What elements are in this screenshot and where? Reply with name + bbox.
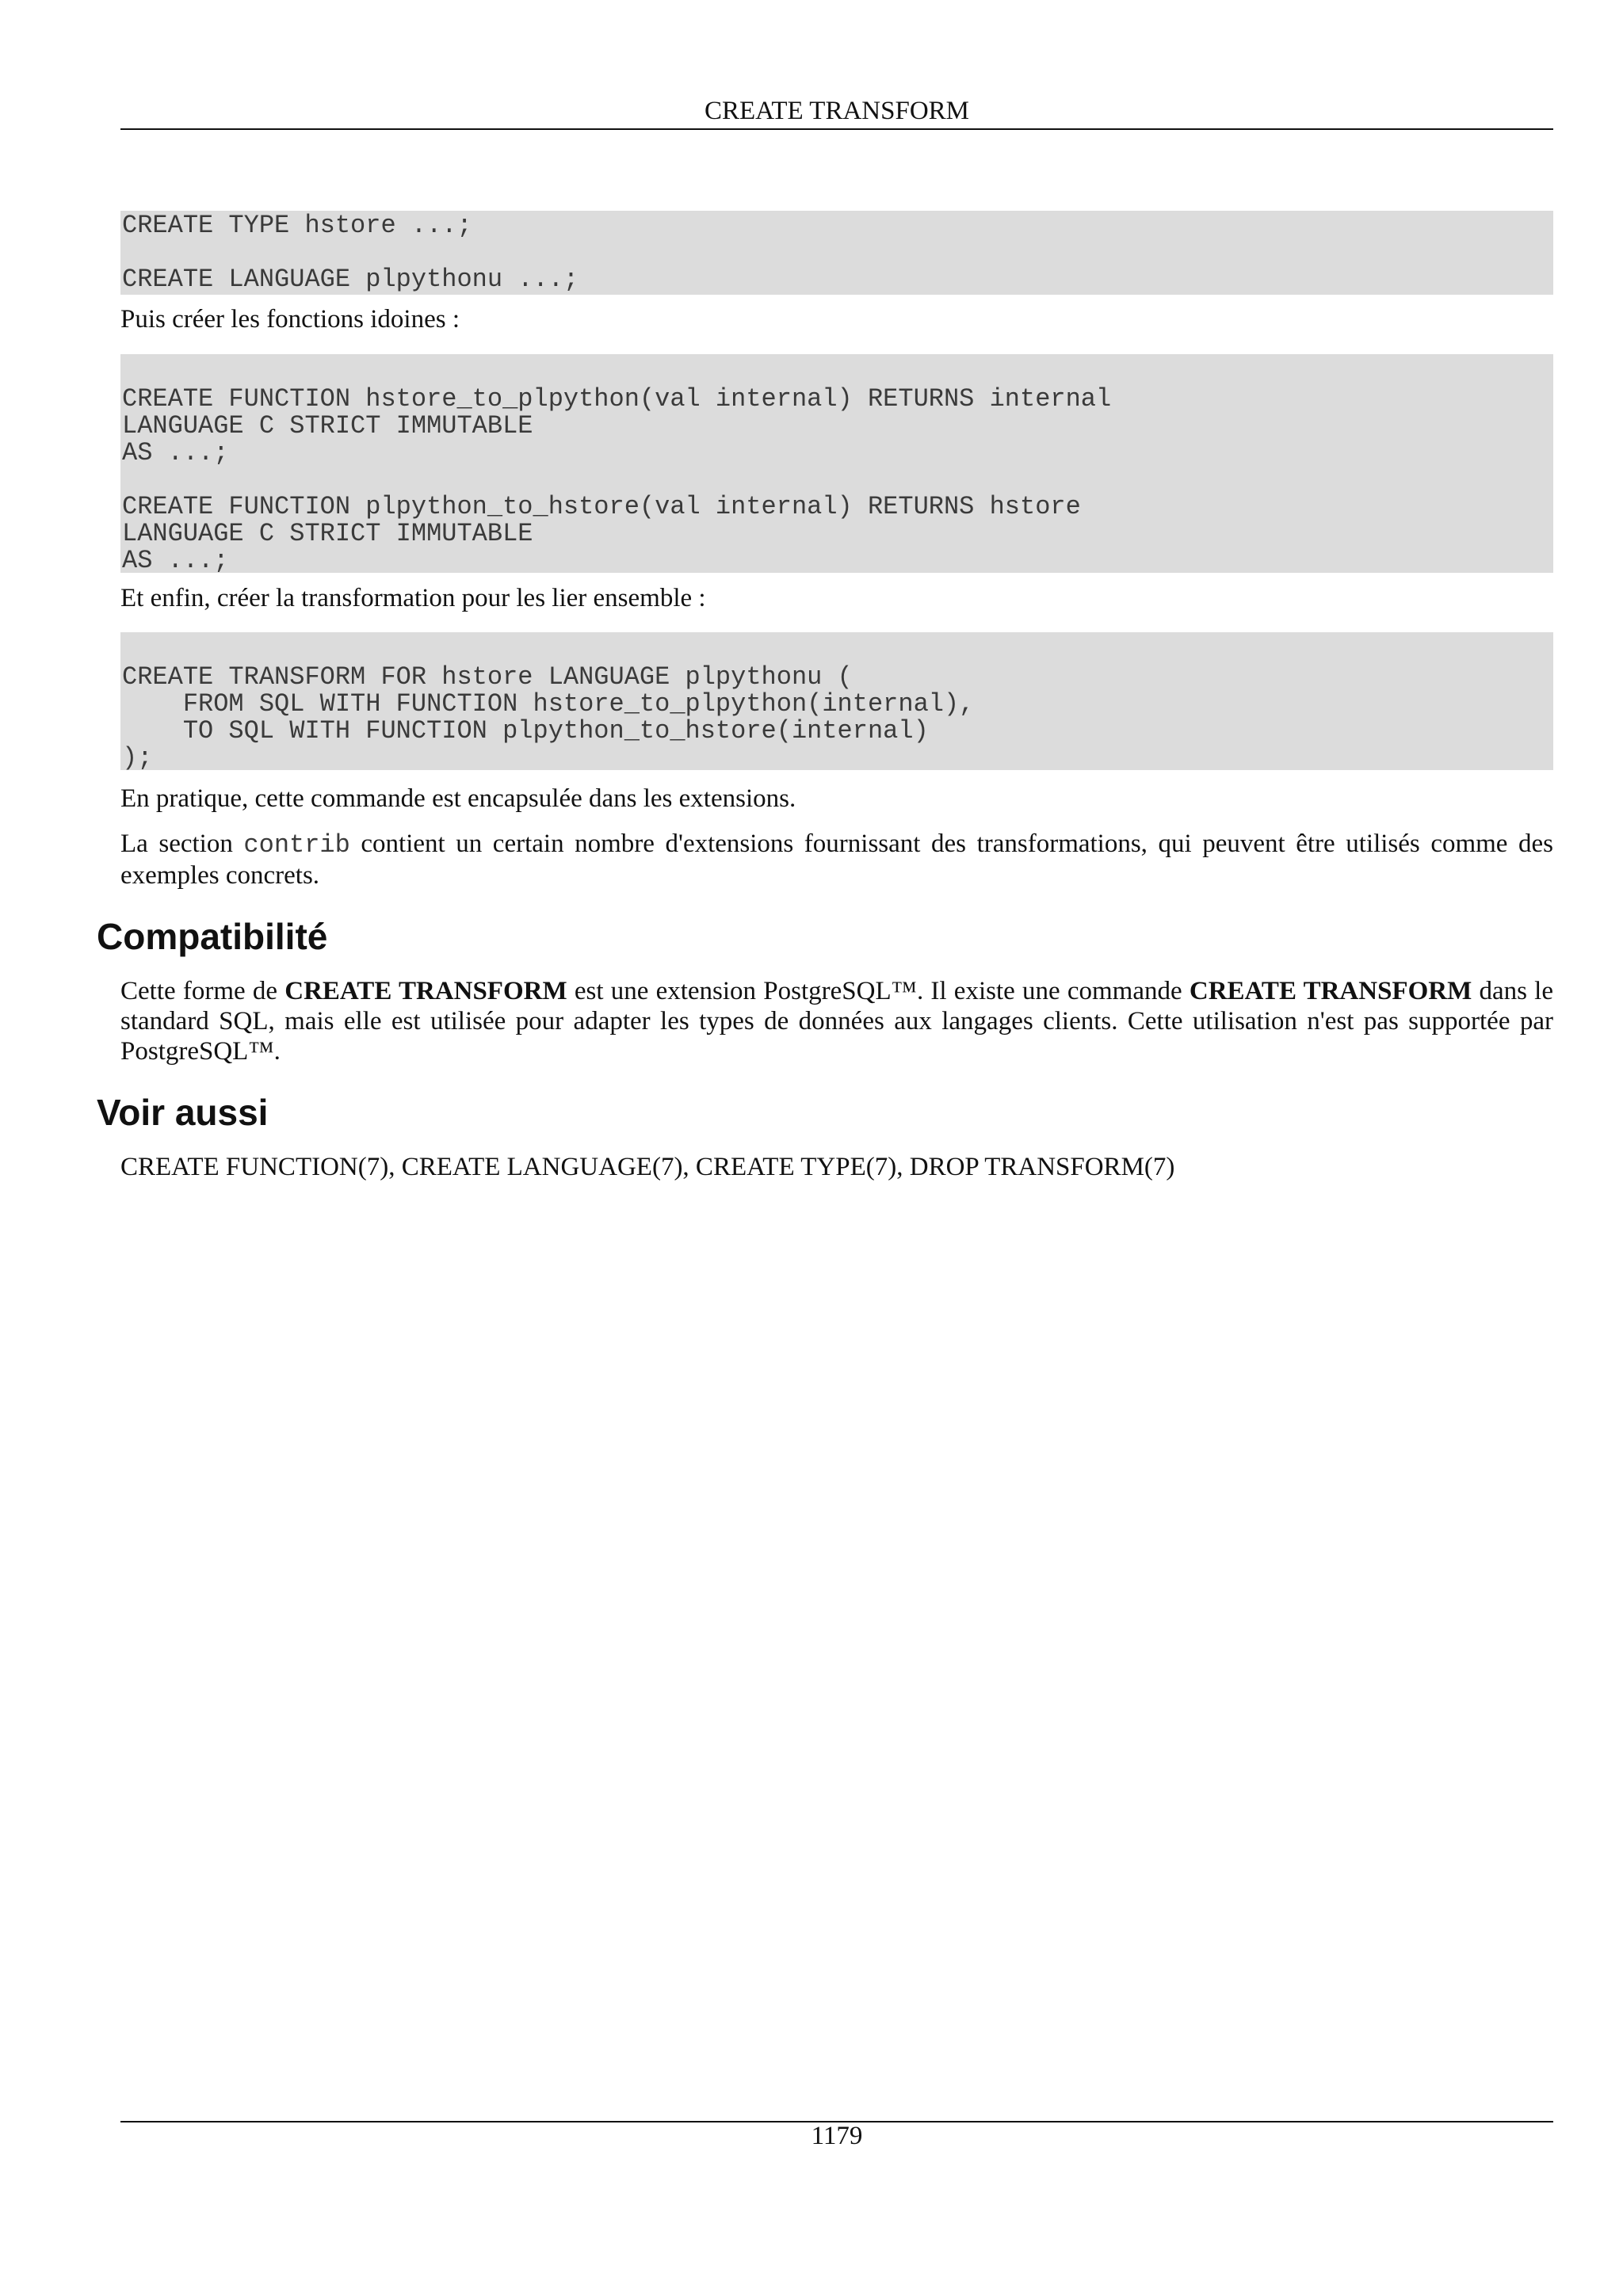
code-block-transform: CREATE TRANSFORM FOR hstore LANGUAGE plpythonu ( FROM SQL WITH FUNCTION hstore_to_plpython(internal), TO SQL WITH FUNCTION plpython_to_hstore(internal) ); <box>120 632 1553 770</box>
paragraph-contrib <box>120 829 1553 891</box>
page-header-title: CREATE TRANSFORM <box>704 97 970 125</box>
paragraph-see-also: CREATE FUNCTION(7), CREATE LANGUAGE(7), CREATE TYPE(7), DROP TRANSFORM(7) <box>120 1153 1175 1181</box>
contrib-text-before: La section <box>120 830 244 858</box>
contrib-code: contrib <box>243 830 350 860</box>
code-block-functions: CREATE FUNCTION hstore_to_plpython(val internal) RETURNS internal LANGUAGE C STRICT IMMUTABLE AS ...; CREATE FUNCTION plpython_to_hstore(val internal) RETURNS hstore LANGUAGE C STRICT IMMUTABLE AS ...; <box>120 354 1553 573</box>
compat-text-3: dans le standard SQL, mais elle est utilisée pour adapter les types de données aux langages clients. Cette utilisation n'est pas supportée par PostgreSQL™. <box>120 977 1553 1066</box>
header-rule <box>120 128 1553 130</box>
paragraph-functions-intro: Puis créer les fonctions idoines : <box>120 305 460 334</box>
contrib-text-after: contient un certain nombre d'extensions fournissant des transformations, qui peuvent être utilisés comme des exemples concrets. <box>120 830 1553 890</box>
section-title-compatibility: Compatibilité <box>97 916 328 957</box>
compat-text-1: Cette forme de <box>120 977 285 1005</box>
page-number: 1179 <box>811 2122 863 2150</box>
paragraph-transform-intro: Et enfin, créer la transformation pour les lier ensemble : <box>120 584 706 612</box>
compat-text-2: est une extension PostgreSQL™. Il existe une commande <box>567 977 1190 1005</box>
paragraph-compatibility <box>120 976 1553 1066</box>
section-title-see-also: Voir aussi <box>97 1092 269 1133</box>
paragraph-practice: En pratique, cette commande est encapsulée dans les extensions. <box>120 784 796 813</box>
code-block-type-language: CREATE TYPE hstore ...; CREATE LANGUAGE plpythonu ...; <box>120 211 1553 295</box>
compat-bold-2: CREATE TRANSFORM <box>1189 977 1472 1005</box>
compat-bold-1: CREATE TRANSFORM <box>285 977 567 1005</box>
